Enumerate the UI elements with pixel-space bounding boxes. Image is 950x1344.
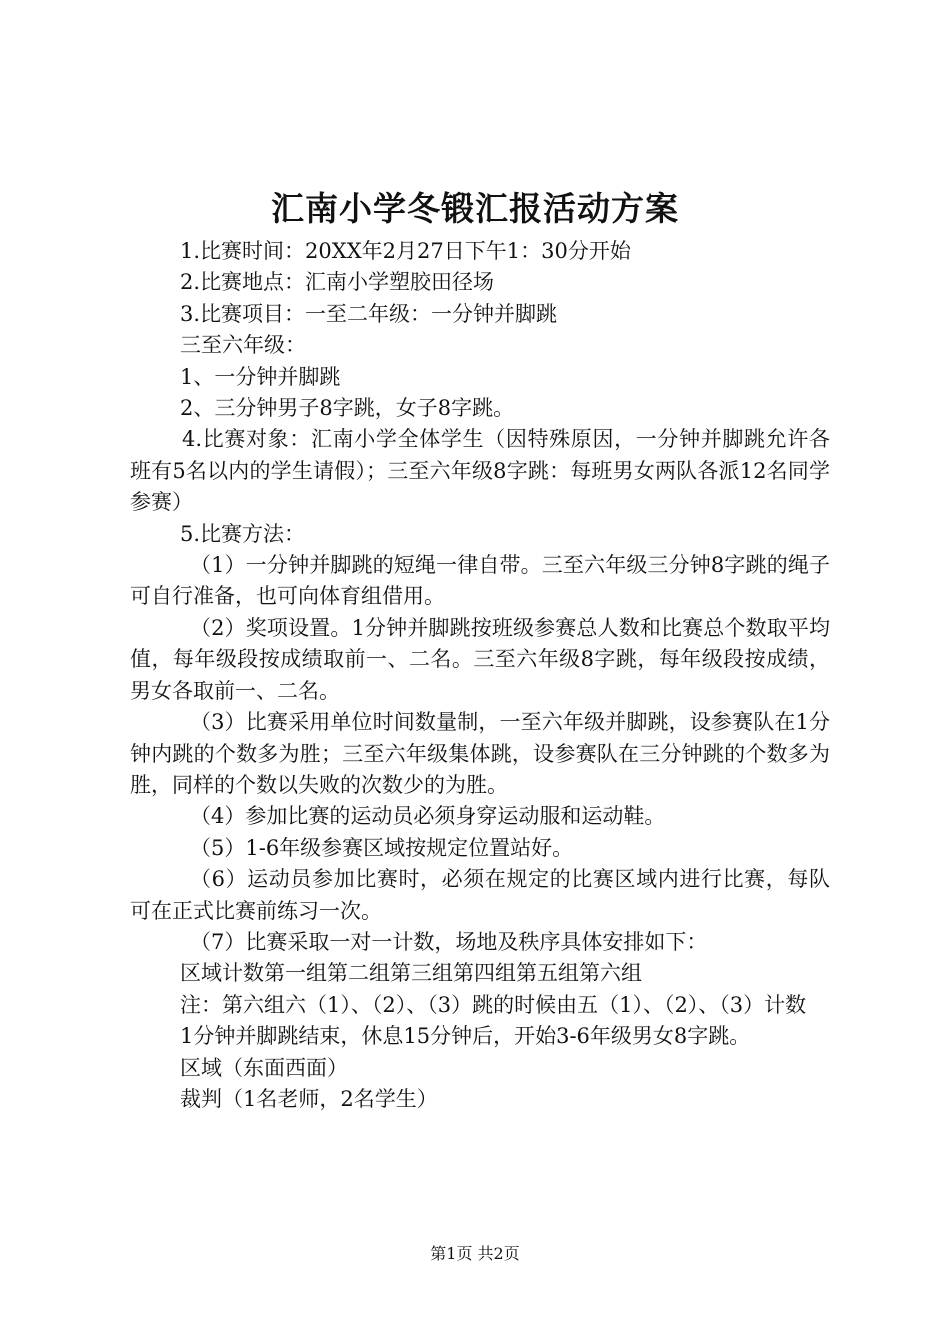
paragraph-method-5: （5）1-6年级参赛区域按规定位置站好。 [190, 835, 574, 860]
paragraph-area: 区域（东面西面） [180, 1055, 348, 1080]
paragraph-method-1: （1）一分钟并脚跳的短绳一律自带。三至六年级三分钟8字跳的绳子可自行准备，也可向体育组借用。 [130, 553, 830, 609]
paragraph-method-3: （3）比赛采用单位时间数量制，一至六年级并脚跳，设参赛队在1分钟内跳的个数多为胜；三至六年级集体跳，设参赛队在三分钟跳的个数多为胜，同样的个数以失败的次数少的为胜。 [130, 710, 830, 797]
paragraph-match-events: 3.比赛项目：一至二年级：一分钟并脚跳 [180, 301, 558, 326]
paragraph-match-location: 2.比赛地点：汇南小学塑胶田径场 [180, 270, 495, 295]
paragraph-event-1: 1、一分钟并脚跳 [180, 364, 341, 389]
paragraph-referees: 裁判（1名老师，2名学生） [180, 1086, 438, 1111]
paragraph-note: 注：第六组六（1）、（2）、（3）跳的时候由五（1）、（2）、（3）计数 [180, 992, 807, 1017]
paragraph-method-6: （6）运动员参加比赛时，必须在规定的比赛区域内进行比赛，每队可在正式比赛前练习一次。 [130, 867, 830, 923]
paragraph-method-7: （7）比赛采取一对一计数，场地及秩序具体安排如下： [190, 929, 708, 954]
paragraph-method-4: （4）参加比赛的运动员必须身穿运动服和运动鞋。 [190, 804, 666, 829]
document-title: 汇南小学冬锻汇报活动方案 [271, 189, 679, 228]
paragraph-match-method: 5.比赛方法： [180, 521, 306, 546]
paragraph-match-time: 1.比赛时间：20XX年2月27日下午1：30分开始 [180, 239, 631, 263]
paragraph-event-2: 2、三分钟男子8字跳，女子8字跳。 [180, 396, 515, 421]
document-body [130, 236, 830, 1115]
paragraph-rest-schedule: 1分钟并脚跳结束，休息15分钟后，开始3-6年级男女8字跳。 [180, 1024, 751, 1049]
paragraph-method-2: （2）奖项设置。1分钟并脚跳按班级参赛总人数和比赛总个数取平均值，每年级段按成绩取前一、二名。三至六年级8字跳，每年级段按成绩，男女各取前一、二名。 [130, 615, 830, 703]
paragraph-grades-3-6: 三至六年级： [180, 333, 306, 358]
paragraph-area-groups: 区域计数第一组第二组第三组第四组第五组第六组 [180, 961, 642, 986]
paragraph-participants: 4.比赛对象：汇南小学全体学生（因特殊原因，一分钟并脚跳允许各班有5名以内的学生请假）；三至六年级8字跳：每班男女两队各派12名同学参赛） [130, 427, 830, 515]
page-footer: 第1页 共2页 [430, 1244, 520, 1263]
